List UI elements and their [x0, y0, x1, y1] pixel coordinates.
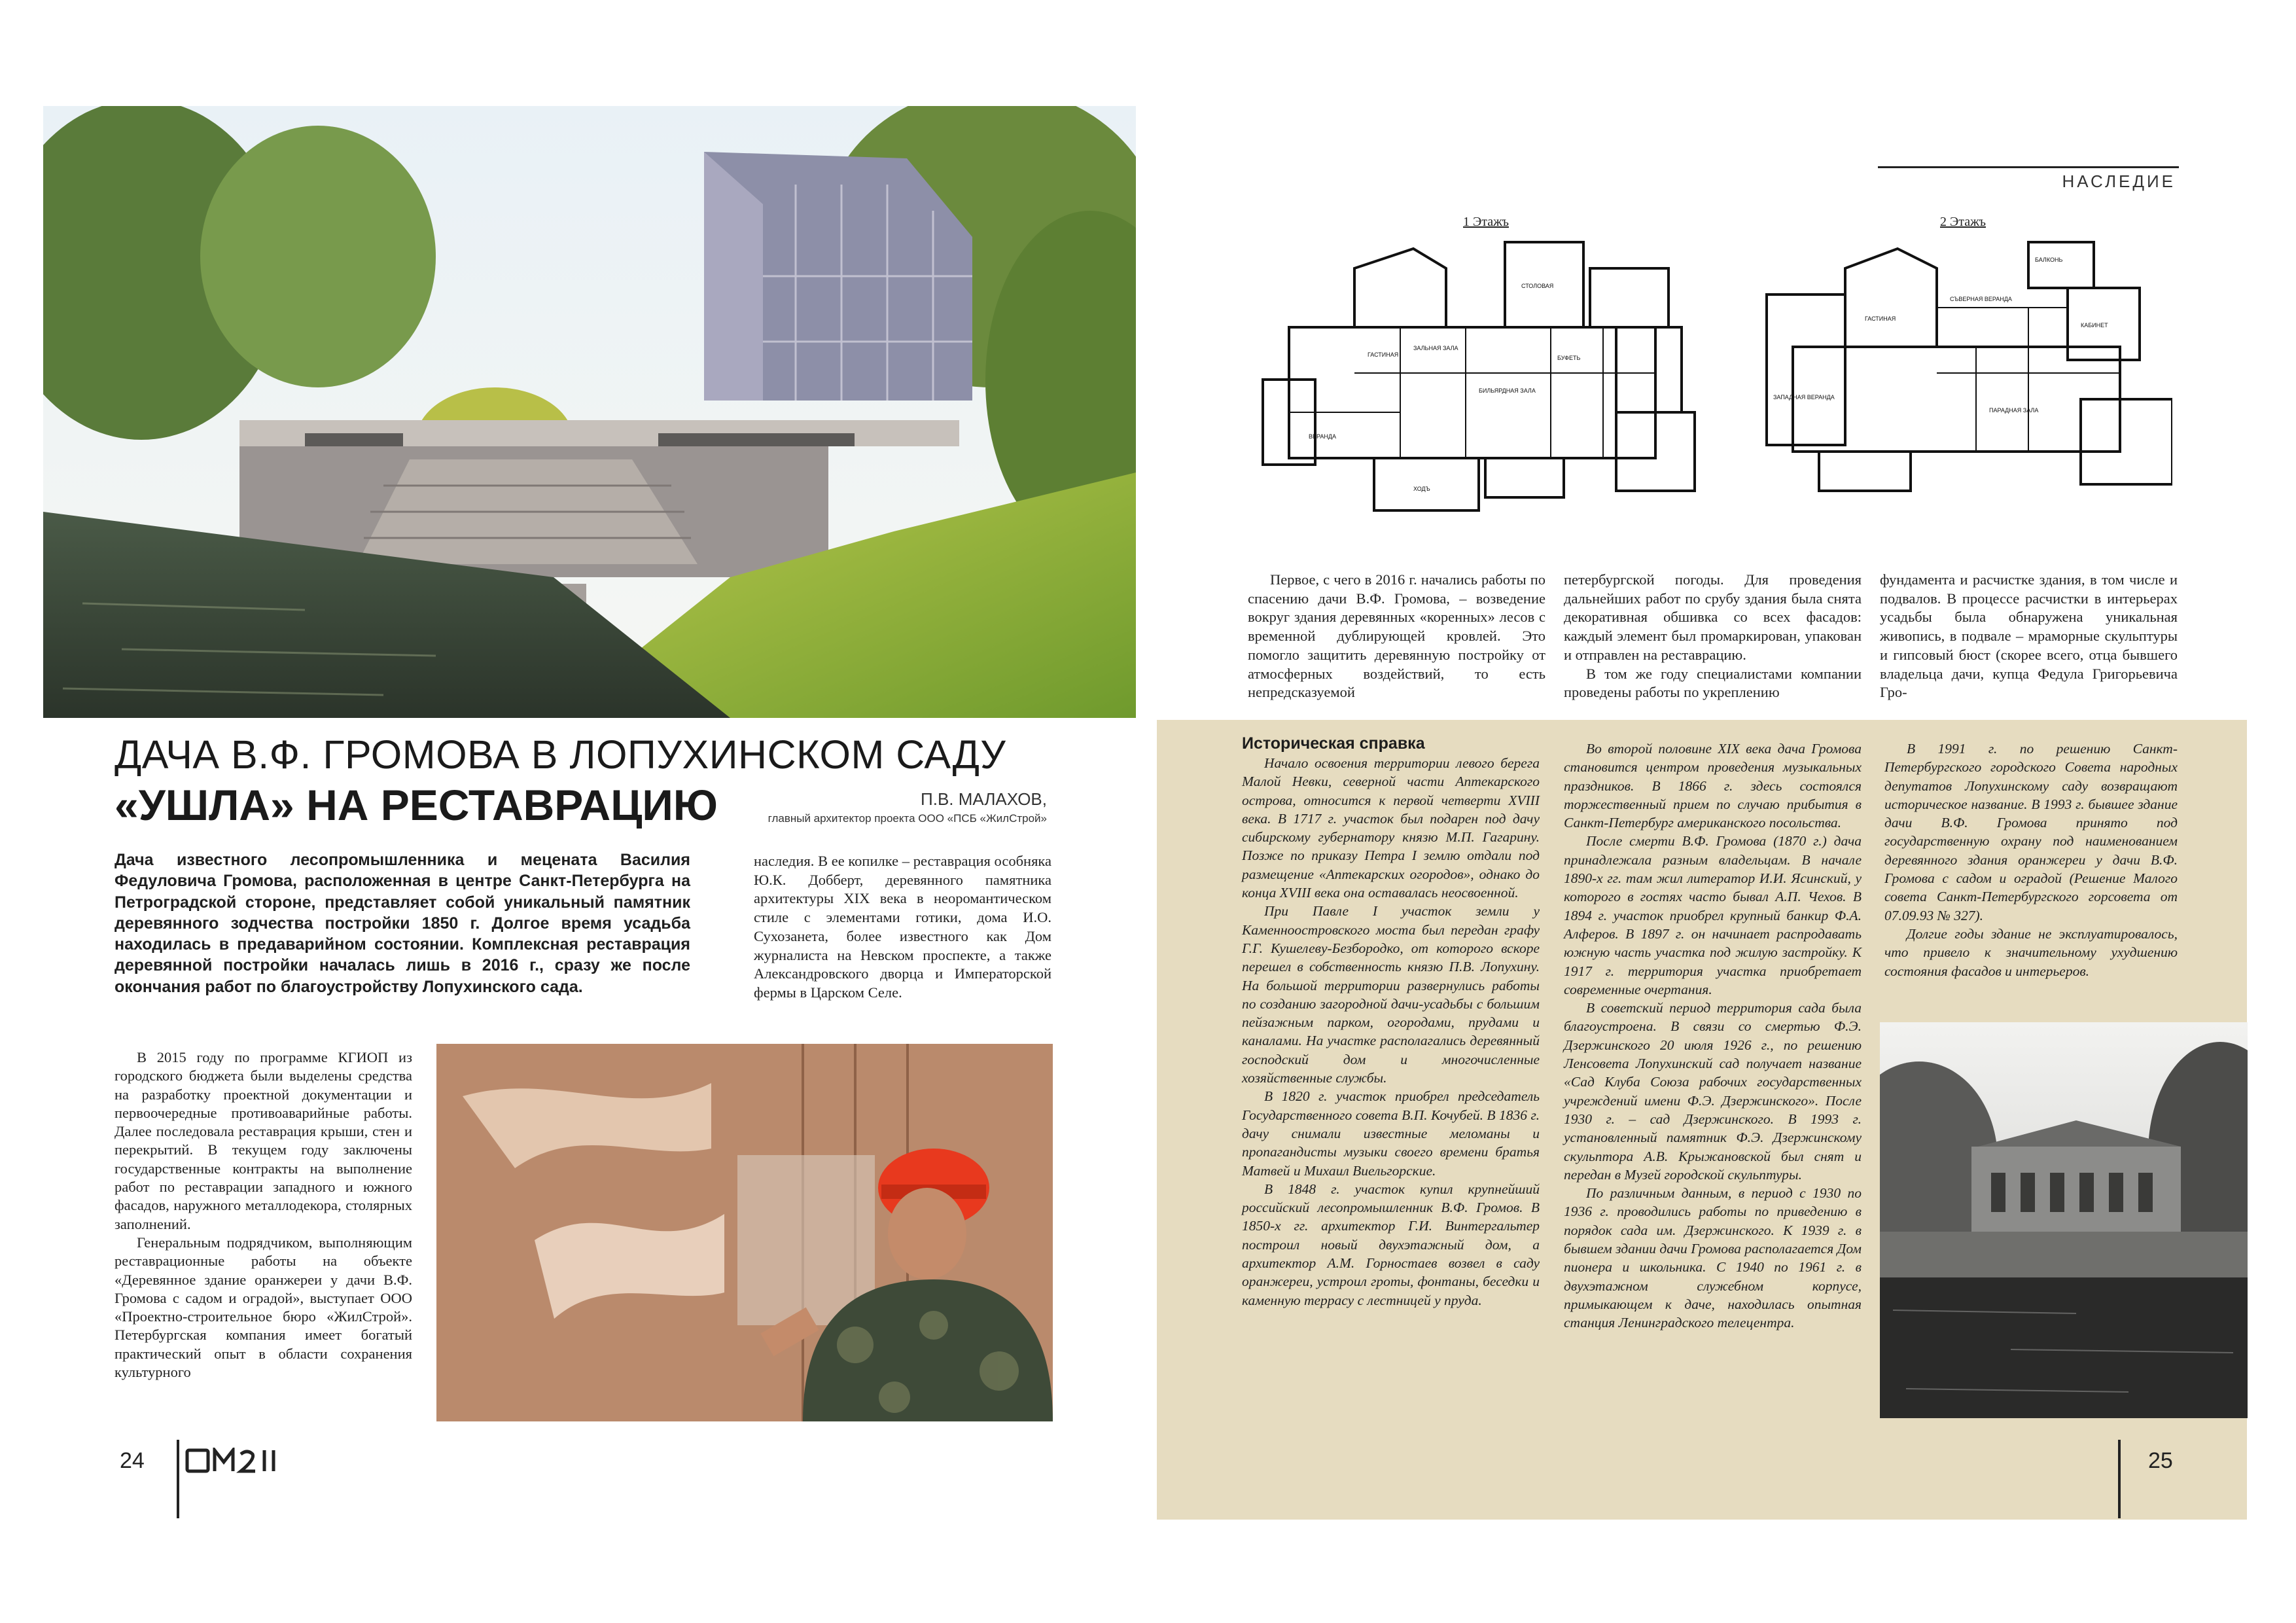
right-page-col3 — [1880, 571, 2178, 702]
header-rule — [1878, 166, 2179, 168]
paragraph: По различным данным, в период с 1930 по 1936 г. проводились работы по приведению в порядок сада им. Дзержинского. К 1939 г. в бывшем здании дачи Громова располагается Дом пионера и школьника. С 1940 по 1961 г. в двухэтажном служебном корпусе, примыкающем к даче, находилась опытная станция Ленинградского телецентра. — [1564, 1185, 1862, 1331]
paragraph: После смерти В.Ф. Громова (1870 г.) дача принадлежала разным владельцам. В начале 1890-х гг. там жил литератор И.И. Ясинский, у которого в гостях часто бывал А.П. Чехов. В 1894 г. участок приобрел крупный банкир Ф.А. Алферов. В 1897 г. он начинает распродавать южную часть участка под жилую застройку. К 1917 г. территория участка приобретает современные очертания. — [1564, 833, 1862, 997]
paragraph: Генеральным подрядчиком, выполняющим реставрационные работы на объекте «Деревянное здание оранжереи у дачи В.Ф. Громова с садом и оградой», выступает ООО «Проектно-строительное бюро «ЖилСтрой». Петербургская компания имеет богатый практический опыт в области сохранения культурного — [115, 1234, 412, 1381]
page-number-left: 24 — [120, 1448, 145, 1473]
paragraph: При Павле I участок земли у Каменноостровского моста был передан графу Г.Г. Кушелеву-Безбородко, от которого вскоре перешел в собственность князю П.В. Лопухину. На большой территории развернулись работы по созданию загородной дачи-усадьбы с большим пейзажным парком, огородами, прудами и каналами. На участке располагались деревянный господский дом и многочисленные хозяйственные службы. — [1242, 903, 1540, 1086]
magazine-logo — [185, 1448, 283, 1474]
svg-text:БУФЕТЬ: БУФЕТЬ — [1557, 355, 1581, 361]
footer-divider-right — [2118, 1440, 2121, 1518]
floor-plan-1 — [1250, 229, 1708, 530]
paragraph: Первое, с чего в 2016 г. начались работы по спасению дачи В.Ф. Громова, – возведение вокруг здания деревянных «коренных» лесов с временной дублирующей кровлей. Это помогло защитить деревянную постройку от атмосферных воздействий, то есть непредсказуемой — [1248, 571, 1545, 701]
history-col1 — [1242, 754, 1540, 1310]
article-lead: Дача известного лесопромышленника и мецената Василия Федуловича Громова, расположенная в центре Санкт-Петербурга на Петроградской стороне, представляет собой уникальный памятник деревянного зодчества постройки 1850 г. Долгое время усадьба находилась в предаварийном состоянии. Комплексная реставрация деревянной постройки началась лишь в 2016 г., сразу же после окончания работ по благоустройству Лопухинского сада. — [115, 851, 690, 996]
article-title-line2: «УШЛА» НА РЕСТАВРАЦИЮ — [115, 781, 718, 829]
history-col3 — [1884, 740, 2178, 980]
right-page-col1 — [1248, 571, 1545, 702]
svg-text:ПАРАДНАЯ ЗАЛА: ПАРАДНАЯ ЗАЛА — [1989, 407, 2039, 414]
svg-text:ЗАЛЬНАЯ ЗАЛА: ЗАЛЬНАЯ ЗАЛА — [1413, 345, 1458, 351]
photo-restoration-worker — [436, 1044, 1053, 1421]
svg-text:СТОЛОВАЯ: СТОЛОВАЯ — [1521, 283, 1554, 289]
svg-text:ЗАПАДНАЯ ВЕРАНДА: ЗАПАДНАЯ ВЕРАНДА — [1773, 394, 1835, 401]
paragraph: фундамента и расчистке здания, в том числе и подвалов. В процессе расчистки в интерьерах усадьбы была обнаружена уникальная живопись, в подвале – мраморные скульптуры и гипсовый бюст (скорее всего, отца бывшего владельца дачи, купца Федула Григорьевича Гро- — [1880, 571, 2178, 701]
author-role: главный архитектор проекта ООО «ПСБ «ЖилСтрой» — [768, 812, 1047, 825]
paragraph: петербургской погоды. Для проведения дальнейших работ по срубу здания была снята декоративная обшивка со всех фасадов: каждый элемент был промаркирован, упакован и отправлен на реставрацию. — [1564, 571, 1862, 663]
plan1-title: 1 Этажъ — [1463, 215, 1509, 229]
svg-text:ГАСТИНАЯ: ГАСТИНАЯ — [1865, 315, 1896, 322]
footer-divider-left — [177, 1440, 179, 1518]
paragraph: наследия. В ее копилке – реставрация особняка Ю.К. Добберт, деревянного памятника архитектуры XIX века в неоромантическом стиле с элементами готики, дома И.О. Сухозанета, более известного как Дом журналиста на Невском проспекте, а также Александровского дворца и Императорской фермы в Царском Селе. — [754, 853, 1051, 1001]
photo-historical-dacha — [1880, 1022, 2248, 1418]
right-page-col2 — [1564, 571, 1862, 702]
paragraph: Долгие годы здание не эксплуатировалось, что привело к значительному ухудшению состояния фасадов и интерьеров. — [1884, 925, 2178, 979]
left-page-col1 — [115, 1048, 412, 1382]
svg-text:КАБИНЕТ: КАБИНЕТ — [2081, 322, 2108, 329]
paragraph: В 1991 г. по решению Санкт-Петербургского городского Совета народных депутатов Лопухинскому саду возвращают историческое название. В 1993 г. бывшее здание дачи В.Ф. Громова принято под государственную охрану под наименованием деревянного здания оранжереи у дачи В.Ф. Громова с садом и оградой (Решение Малого совета Санкт-Петербургского горсовета от 07.09.93 № 327). — [1884, 741, 2178, 923]
plan2-title: 2 Этажъ — [1940, 215, 1986, 229]
page-number-right: 25 — [2148, 1448, 2173, 1473]
paragraph: В 1848 г. участок купил крупнейший российский лесопромышленник В.Ф. Громов. В 1850-х гг. архитектор Г.И. Винтергальтер построил новый двухэтажный дом, а архитектор А.М. Горностаев возвел в саду оранжереи, устроил гроты, фонтаны, беседки и каменную террасу с лестницей у пруда. — [1242, 1181, 1540, 1308]
paragraph: В 2015 году по программе КГИОП из городского бюджета были выделены средства на разработку проектной документации и первоочередные противоаварийные работы. Далее последовала реставрация крыши, стен и перекрытий. В текущем году заключены государственные контракты на выполнение работ по реставрации западного и южного фасадов, наружного металлодекора, столярных заполнений. — [115, 1049, 412, 1232]
paragraph: Начало освоения территории левого берега Малой Невки, северной части Аптекарского острова, относится к первой четверти XVIII века. В 1717 г. участок был подарен под дачу сибирскому губернатору князю М.П. Гагарину. Позже по приказу Петра I землю отдали под размещение «Аптекарских огородов», однако до конца XVIII века она оставалась неосвоенной. — [1242, 755, 1540, 901]
paragraph: В 1820 г. участок приобрел председатель Государственного совета В.П. Кочубей. В 1836 г. дачу снимали известные меломаны и пропагандисты музыки своего времени братья Матвей и Михаил Виельгорские. — [1242, 1088, 1540, 1179]
svg-text:ГАСТИНАЯ: ГАСТИНАЯ — [1368, 351, 1399, 358]
svg-text:БАЛКОНЬ: БАЛКОНЬ — [2035, 257, 2063, 263]
paragraph: В советский период территория сада была благоустроена. В связи со смертью Ф.Э. Дзержинского 20 июля 1926 г., по решению Ленсовета Лопухинский сад получает название «Сад Клуба Союза рабочих государственных учреждений имени Ф.Э. Дзержинского». После 1930 г. – сад Дзержинского. В 1993 г. установленный памятник Ф.Э. Дзержинскому скульптора А.В. Крыжановской был снят и передан в Музей городской скульптуры. — [1564, 1000, 1862, 1183]
svg-text:ХОДЪ: ХОДЪ — [1413, 486, 1430, 492]
floor-plan-2 — [1754, 229, 2172, 510]
section-label: НАСЛЕДИЕ — [2062, 171, 2176, 191]
svg-text:БИЛЬЯРДНАЯ ЗАЛА: БИЛЬЯРДНАЯ ЗАЛА — [1479, 387, 1536, 394]
history-col2 — [1564, 740, 1862, 1332]
svg-text:СЪВЕРНАЯ ВЕРАНДА: СЪВЕРНАЯ ВЕРАНДА — [1950, 296, 2012, 302]
photo-dacha-garden — [43, 106, 1136, 718]
svg-text:ВЕРАНДА: ВЕРАНДА — [1309, 433, 1337, 440]
author-name: П.В. МАЛАХОВ, — [921, 789, 1047, 809]
left-page-col-right-text — [754, 852, 1051, 1003]
paragraph: Во второй половине XIX века дача Громова становится центром проведения музыкальных праздников. В 1866 г. здесь состоялся торжественный прием по случаю прибытия в Санкт-Петербург американского посольства. — [1564, 741, 1862, 831]
history-title: Историческая справка — [1242, 734, 1425, 753]
paragraph: В том же году специалистами компании проведены работы по укреплению — [1564, 665, 1862, 701]
article-title-line1: ДАЧА В.Ф. ГРОМОВА В ЛОПУХИНСКОМ САДУ — [115, 732, 1006, 777]
